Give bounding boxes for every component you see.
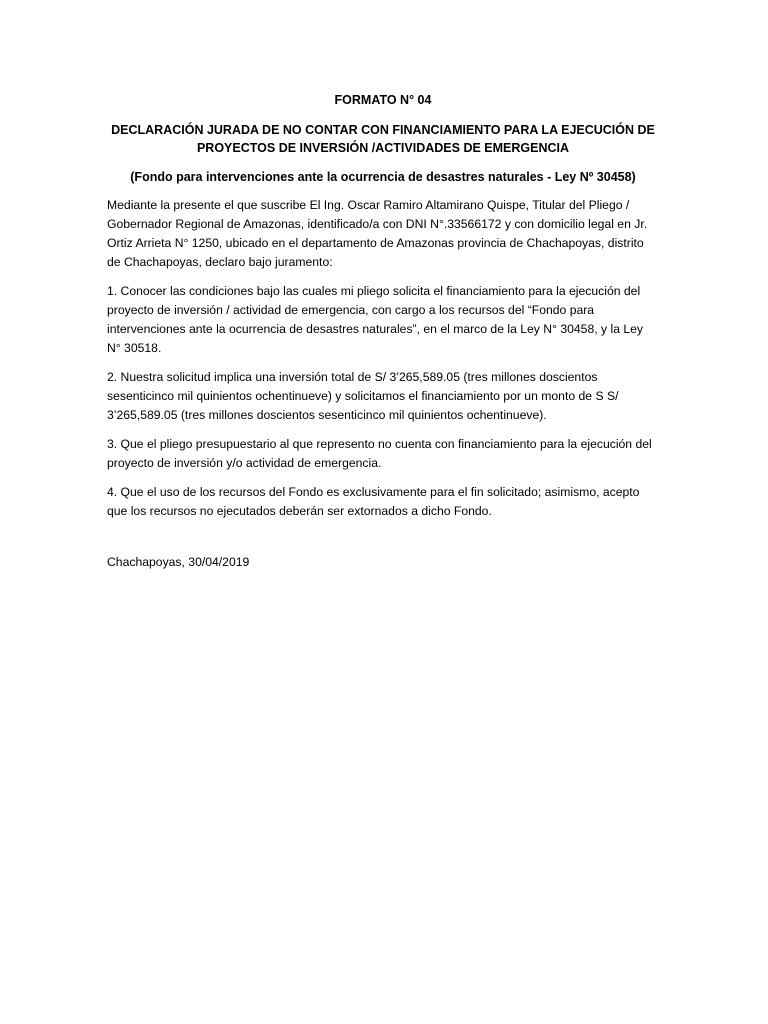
declaration-item-3: 3. Que el pliego presupuestario al que represento no cuenta con financiamiento para la ejecución del proyecto de inversión y/o actividad de emergencia. <box>107 437 652 470</box>
declaration-list <box>107 282 659 521</box>
declaration-item-4: 4. Que el uso de los recursos del Fondo es exclusivamente para el fin solicitado; asimismo, acepto que los recursos no ejecutados deberán ser extornados a dicho Fondo. <box>107 485 640 518</box>
document-body <box>107 92 659 572</box>
heading-line-2: PROYECTOS DE INVERSIÓN /ACTIVIDADES DE EMERGENCIA <box>196 141 570 155</box>
declaration-item-1: 1. Conocer las condiciones bajo las cuales mi pliego solicita el financiamiento para la ejecución del proyecto de inversión / actividad de emergencia, con cargo a los recursos del “Fondo para intervenciones ante la ocurrencia de desastres naturales”, en el marco de la Ley N° 30458, y la Ley N° 30518. <box>107 284 644 355</box>
declaration-item-2: 2. Nuestra solicitud implica una inversión total de S/ 3’265,589.05 (tres millones doscientos sesenticinco mil quinientos ochentinueve) y solicitamos el financiamiento por un monto de S S/ 3’265,589.05 (tres millones doscientos sesenticinco mil quinientos ochentinueve). <box>107 370 619 422</box>
document-title: FORMATO N° 04 <box>334 93 432 107</box>
intro-paragraph: Mediante la presente el que suscribe El Ing. Oscar Ramiro Altamirano Quispe, Titular del Pliego / Gobernador Regional de Amazonas, identificado/a con DNI N°.33566172 y con domicilio legal en Jr. Ortiz Arrieta N° 1250, ubicado en el departamento de Amazonas provincia de Chachapoyas, distrito de Chachapoyas, declaro bajo juramento: <box>107 198 648 269</box>
heading-line-1: DECLARACIÓN JURADA DE NO CONTAR CON FINANCIAMIENTO PARA LA EJECUCIÓN DE <box>111 123 655 137</box>
place-date: Chachapoyas, 30/04/2019 <box>107 555 250 569</box>
document-heading <box>107 121 659 157</box>
document-subheading: (Fondo para intervenciones ante la ocurrencia de desastres naturales - Ley Nº 30458) <box>130 170 636 184</box>
